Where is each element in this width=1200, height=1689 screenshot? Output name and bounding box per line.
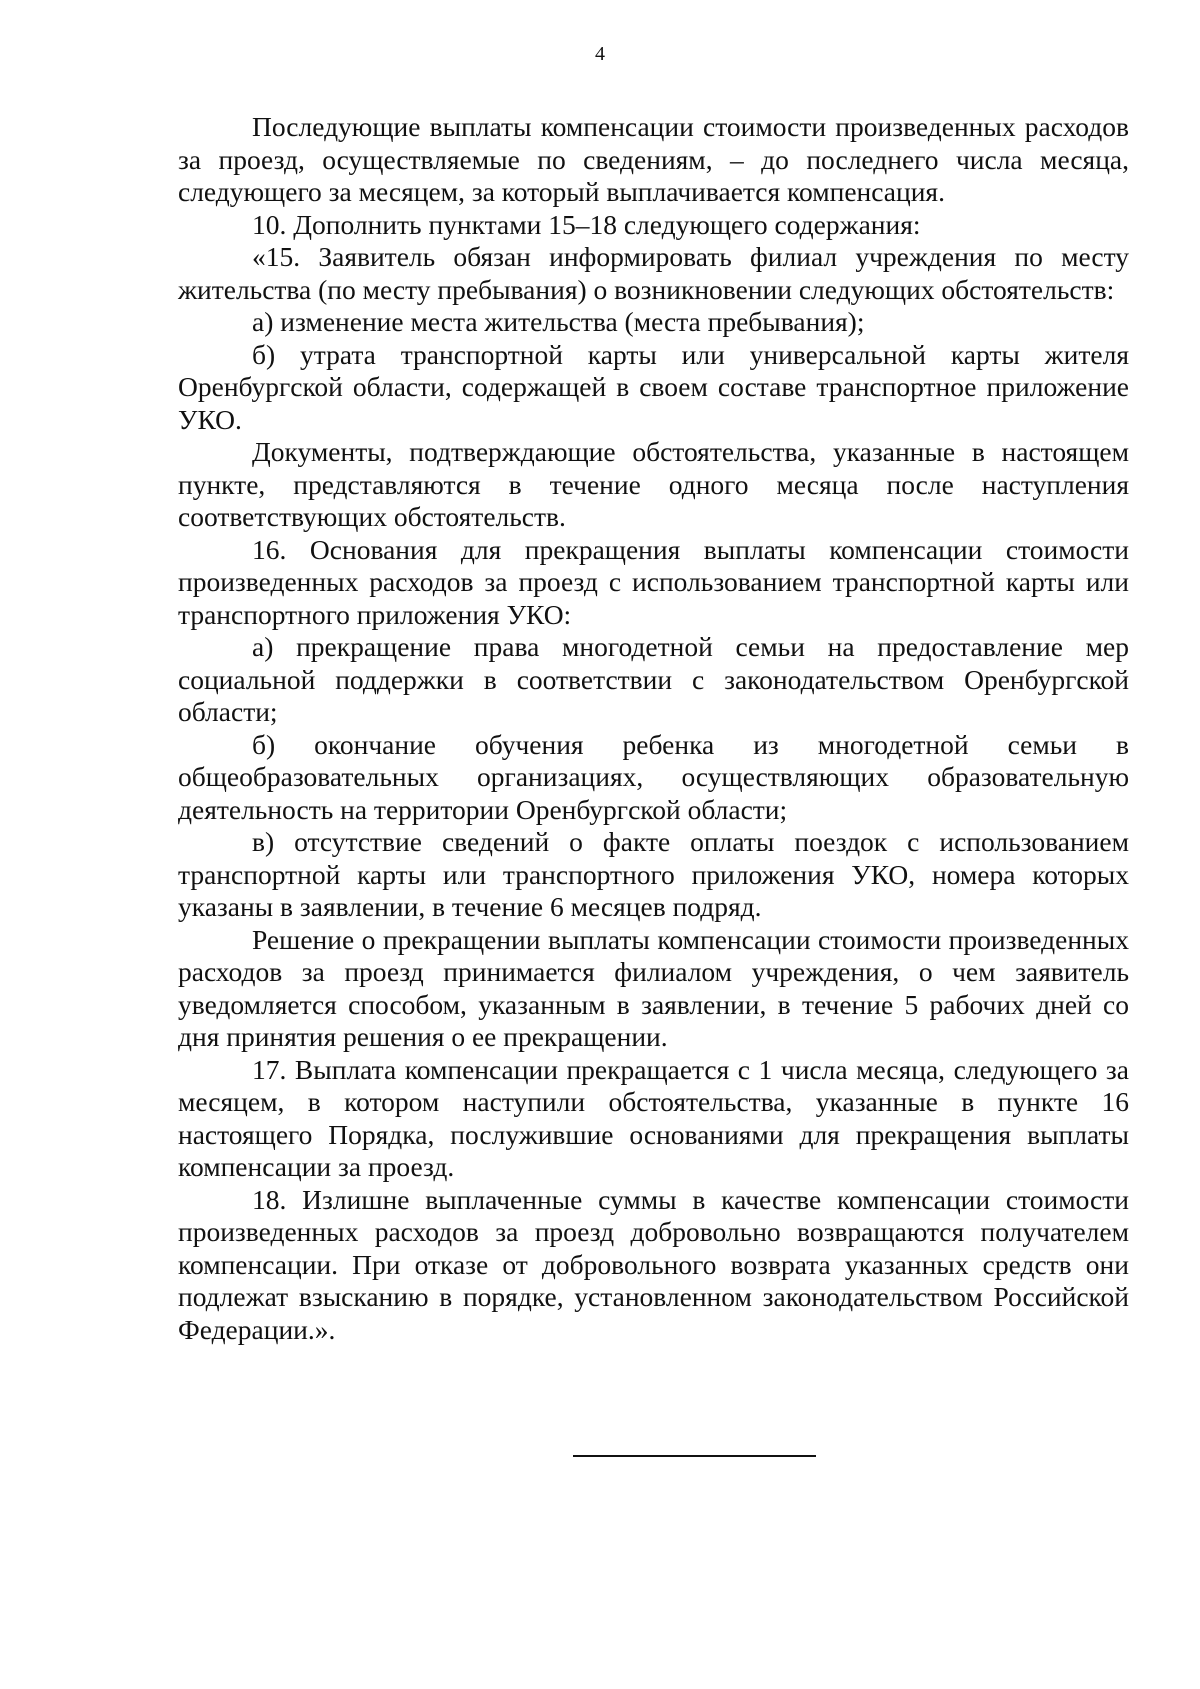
paragraph-item-18: 18. Излишне выплаченные суммы в качестве компенсации стоимости произведенных расходов за проезд добровольно возвращаются получателем компенсации. При отказе от добровольного возврата указанных средств они подлежат взысканию в порядке, установленном законодательством Российской Федерации.».	[178, 1183, 1129, 1345]
page-number: 4	[595, 43, 605, 65]
paragraph-payment-schedule: Последующие выплаты компенсации стоимости произведенных расходов за проезд, осуществляемые по сведениям, – до последнего числа месяца, следующего за месяцем, за который выплачивается компенсация.	[178, 111, 1129, 207]
paragraph-item-16-v: в) отсутствие сведений о факте оплаты поездок с использованием транспортной карты или транспортного приложения УКО, номера которых указаны в заявлении, в течение 6 месяцев подряд.	[178, 826, 1129, 922]
paragraph-item-15-a: а) изменение места жительства (места пребывания);	[252, 306, 865, 337]
paragraph-item-15: «15. Заявитель обязан информировать филиал учреждения по месту жительства (по месту пребывания) о возникновении следующих обстоятельств:	[178, 241, 1129, 305]
closing-divider-line	[573, 1455, 816, 1457]
document-body	[178, 111, 1129, 1346]
paragraph-item-15-b: б) утрата транспортной карты или универсальной карты жителя Оренбургской области, содержащей в своем составе транспортное приложение УКО.	[178, 338, 1129, 435]
paragraph-item-15-documents: Документы, подтверждающие обстоятельства, указанные в настоящем пункте, представляются в течение одного месяца после наступления соответствующих обстоятельств.	[178, 436, 1129, 532]
paragraph-item-17: 17. Выплата компенсации прекращается с 1 числа месяца, следующего за месяцем, в котором наступили обстоятельства, указанные в пункте 16 настоящего Порядка, послужившие основаниями для прекращения выплаты компенсации за проезд.	[178, 1053, 1129, 1182]
paragraph-item-10: 10. Дополнить пунктами 15–18 следующего содержания:	[252, 208, 921, 240]
paragraph-item-16-decision: Решение о прекращении выплаты компенсации стоимости произведенных расходов за проезд принимается филиалом учреждения, о чем заявитель уведомляется способом, указанным в заявлении, в течение 5 рабочих дней со дня принятия решения о ее прекращении.	[178, 923, 1129, 1052]
paragraph-item-16: 16. Основания для прекращения выплаты компенсации стоимости произведенных расходов за проезд с использованием транспортной карты или транспортного приложения УКО:	[178, 533, 1129, 630]
paragraph-item-16-b: б) окончание обучения ребенка из многодетной семьи в общеобразовательных организациях, осуществляющих образовательную деятельность на территории Оренбургской области;	[178, 728, 1129, 825]
paragraph-item-16-a: а) прекращение права многодетной семьи на предоставление мер социальной поддержки в соответствии с законодательством Оренбургской области;	[178, 631, 1129, 727]
